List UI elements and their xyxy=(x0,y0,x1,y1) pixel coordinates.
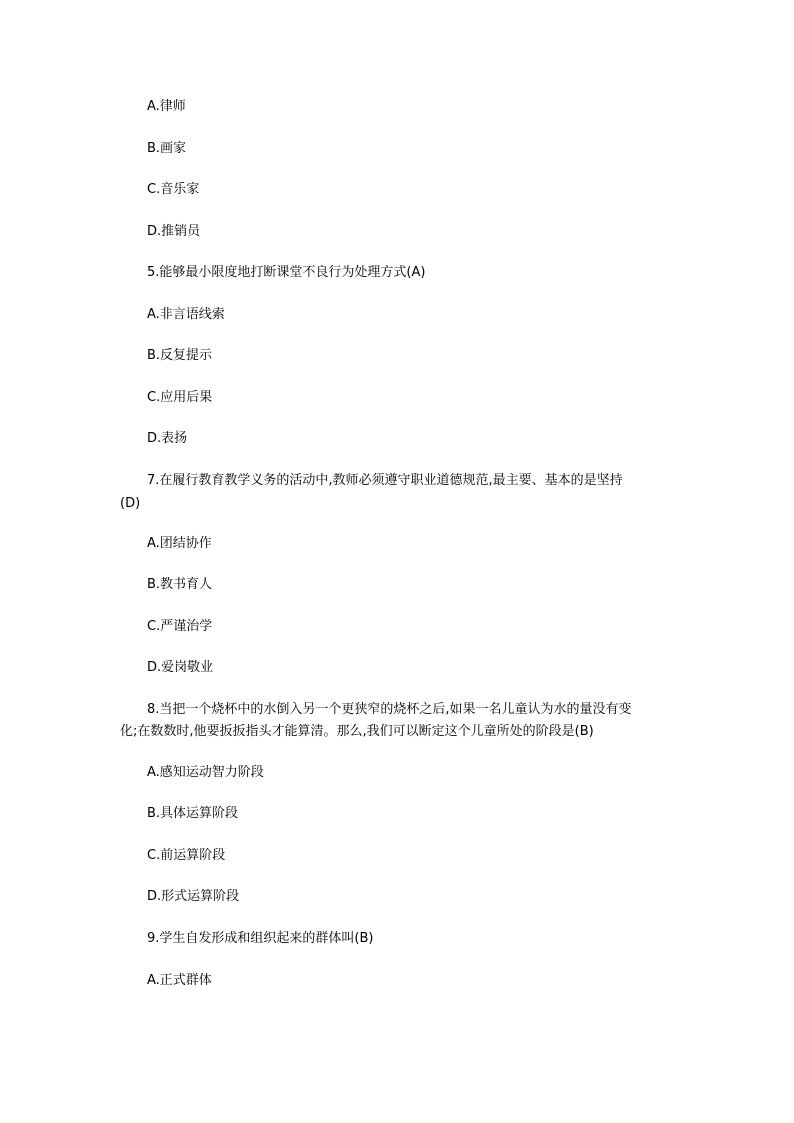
question-7-option-c: C.严谨治学 xyxy=(147,619,213,634)
question-9-option-a: A.正式群体 xyxy=(147,973,212,988)
question-5-option-c: C.应用后果 xyxy=(147,390,213,405)
question-8-option-b: B.具体运算阶段 xyxy=(147,806,239,821)
question-8-option-a: A.感知运动智力阶段 xyxy=(147,765,264,780)
question-5: 5.能够最小限度地打断课堂不良行为处理方式(A) xyxy=(147,265,426,280)
question-8-option-d: D.形式运算阶段 xyxy=(147,889,240,904)
question-5-option-b: B.反复提示 xyxy=(147,348,213,363)
question-7-option-a: A.团结协作 xyxy=(147,536,212,551)
option-c-musician: C.音乐家 xyxy=(147,182,200,197)
question-8-option-c: C.前运算阶段 xyxy=(147,848,226,863)
question-7-option-d: D.爱岗敬业 xyxy=(147,660,214,675)
question-7: 7.在履行教育教学义务的活动中,教师必须遵守职业道德规范,最主要、基本的是坚持 xyxy=(147,473,623,488)
question-8: 8.当把一个烧杯中的水倒入另一个更狭窄的烧杯之后,如果一名儿童认为水的量没有变 xyxy=(147,702,632,717)
question-7-option-b: B.教书育人 xyxy=(147,577,213,592)
question-5-option-d: D.表扬 xyxy=(147,431,188,446)
question-5-option-a: A.非言语线索 xyxy=(147,307,225,322)
question-8-continuation: 化;在数数时,他要扳扳指头才能算清。那么,我们可以断定这个儿童所处的阶段是(B) xyxy=(120,724,594,739)
option-a-lawyer: A.律师 xyxy=(147,99,186,114)
question-9: 9.学生自发形成和组织起来的群体叫(B) xyxy=(147,931,374,946)
option-b-painter: B.画家 xyxy=(147,141,187,156)
option-d-salesman: D.推销员 xyxy=(147,224,201,239)
question-7-continuation: (D) xyxy=(120,496,141,511)
